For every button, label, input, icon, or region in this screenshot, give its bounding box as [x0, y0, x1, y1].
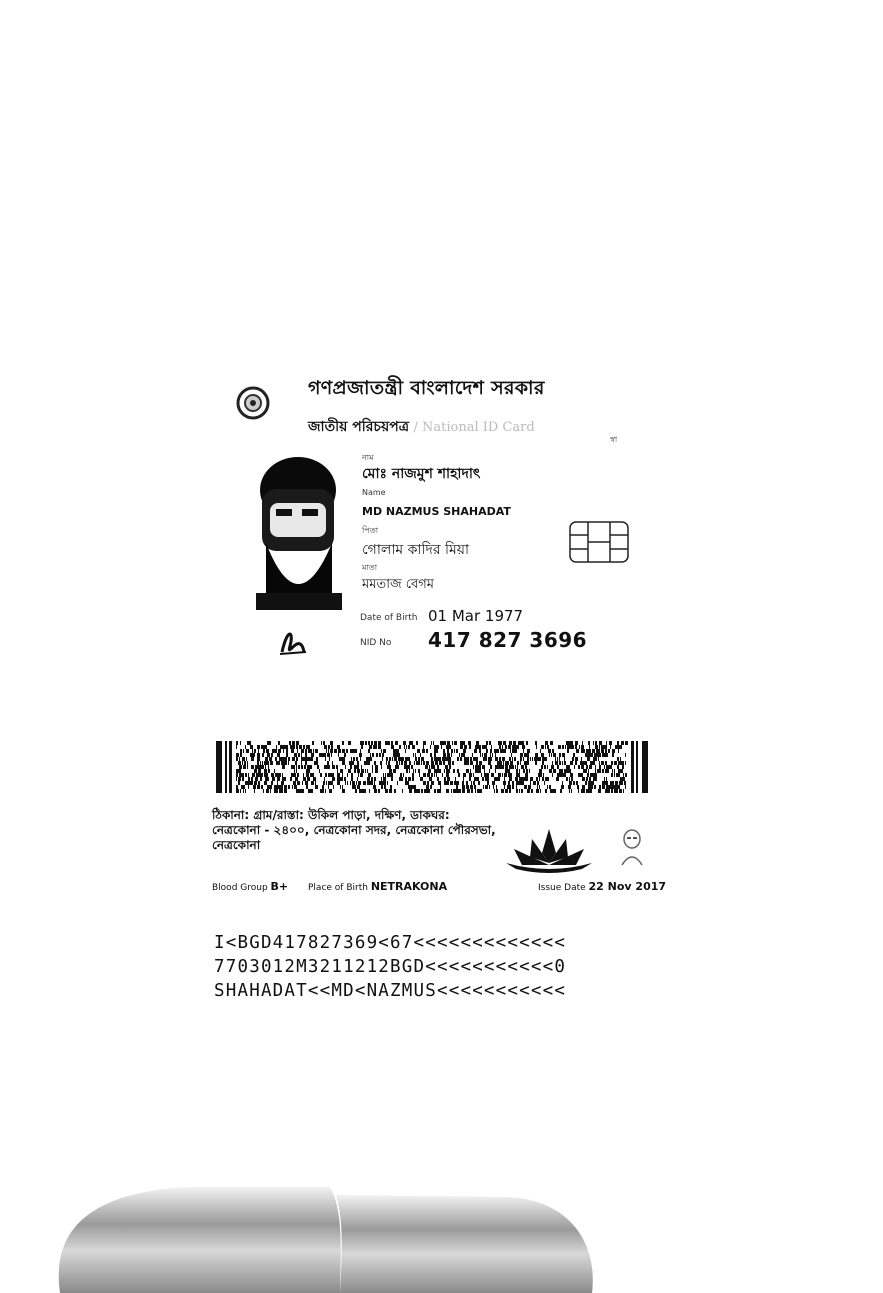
- place-of-birth-value: NETRAKONA: [370, 880, 448, 893]
- mrz-line-1: I<BGD417827369<67<<<<<<<<<<<<<: [214, 933, 567, 953]
- name-en-value: MD NAZMUS SHAHADAT: [362, 505, 511, 518]
- name-bn-value: মোঃ নাজমুশ শাহাদাৎ: [362, 466, 481, 482]
- dob-label: Date of Birth: [360, 613, 418, 623]
- dob-value: 01 Mar 1977: [428, 607, 524, 625]
- issue-date-label: Issue Date: [538, 883, 586, 893]
- ghost-photo: [618, 827, 646, 867]
- card-subtitle: [308, 415, 535, 439]
- government-emblem-icon: [236, 386, 270, 420]
- father-value: গোলাম কাদির মিয়া: [362, 542, 470, 558]
- mother-label: মাতা: [362, 563, 378, 572]
- issue-date-value: 22 Nov 2017: [588, 880, 667, 893]
- card-subtitle-en: / National ID Card: [413, 420, 535, 435]
- name-en-label: Name: [362, 488, 386, 497]
- chip-icon: [568, 520, 630, 564]
- address-text: ঠিকানা: গ্রাম/রাস্তা: উকিল পাড়া, দক্ষিণ, ডাকঘর: নেত্রকোনা - ২৪০০, নেত্রকোনা সদর, নেত্রকোনা পৌরসভা, নেত্রকোনা: [212, 808, 496, 852]
- place-of-birth-label: Place of Birth: [308, 883, 368, 893]
- nid-label: NID No: [360, 638, 392, 648]
- capsule-object: [40, 1183, 600, 1293]
- lotus-emblem-icon: [502, 823, 596, 873]
- signature-label: স্বা: [610, 435, 618, 444]
- card-title: গণপ্রজাতন্ত্রী বাংলাদেশ সরকার: [308, 377, 545, 399]
- holder-signature: [276, 622, 310, 658]
- mrz-line-2: 7703012M3211212BGD<<<<<<<<<<<0: [214, 957, 567, 977]
- blood-group-value: B+: [270, 880, 289, 893]
- id-card-front: [200, 360, 670, 670]
- pdf417-barcode: [216, 741, 648, 793]
- nid-value: 417 827 3696: [428, 628, 588, 652]
- blood-group-label: Blood Group: [212, 883, 268, 893]
- issue-date: [538, 880, 666, 893]
- name-bn-label: নাম: [362, 453, 374, 462]
- place-of-birth: [308, 880, 447, 893]
- blood-group: [212, 880, 288, 893]
- card-subtitle-bn: জাতীয় পরিচয়পত্র: [308, 419, 410, 435]
- father-label: পিতা: [362, 526, 379, 535]
- holder-photo: [248, 455, 346, 610]
- mrz-line-3: SHAHADAT<<MD<NAZMUS<<<<<<<<<<<: [214, 981, 567, 1001]
- id-card-back: [200, 735, 670, 1035]
- mother-value: মমতাজ বেগম: [362, 577, 434, 592]
